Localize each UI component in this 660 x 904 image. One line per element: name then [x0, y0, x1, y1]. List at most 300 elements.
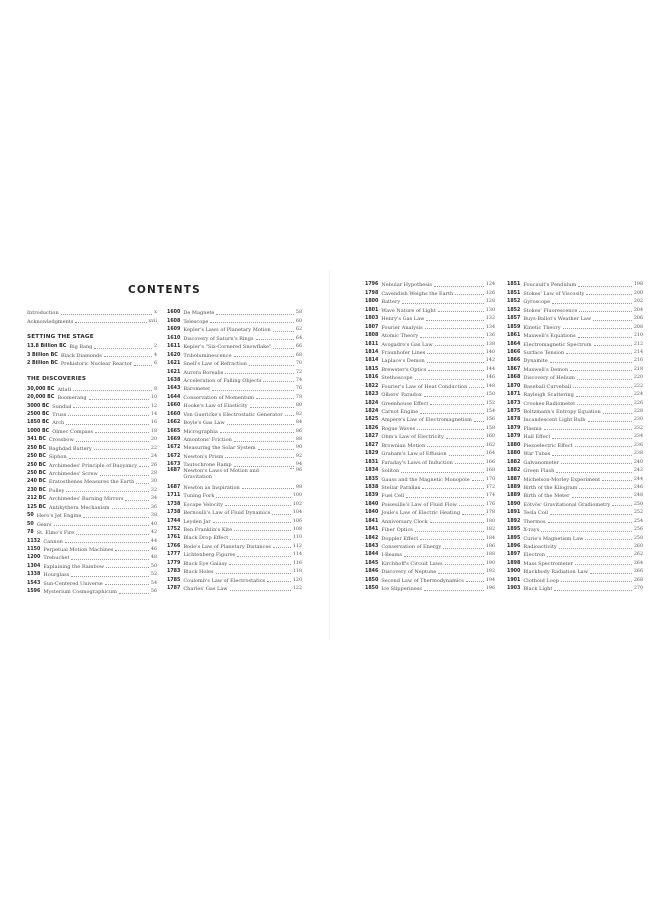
entry-title: Laplace's Demon	[381, 358, 425, 365]
toc-entry[interactable]	[27, 443, 157, 451]
toc-entry[interactable]	[27, 401, 157, 409]
toc-entry[interactable]	[27, 519, 157, 527]
toc-entry[interactable]	[365, 322, 495, 330]
toc-entry[interactable]	[507, 339, 643, 347]
toc-entry[interactable]	[507, 415, 643, 423]
entry-year: 1796	[365, 282, 379, 288]
entry-year: 1662	[167, 420, 181, 426]
toc-entry[interactable]	[507, 314, 643, 322]
toc-entry[interactable]	[365, 381, 495, 389]
toc-entry[interactable]	[365, 491, 495, 499]
entry-title: Clothoid Loop	[523, 577, 559, 584]
toc-entry[interactable]	[27, 578, 157, 586]
entry-title: Bode's Law of Planetary Distances	[183, 543, 271, 550]
entry-title: Crookes Radiometer	[523, 400, 576, 407]
entry-page-number: 34	[150, 496, 157, 502]
entry-title: Lichtenberg Figures	[183, 552, 236, 559]
entry-year: 1304	[27, 563, 41, 569]
toc-entry[interactable]	[365, 423, 495, 431]
dot-leader	[420, 337, 483, 338]
toc-entry[interactable]	[167, 359, 302, 367]
entry-title: Explaining the Rainbow	[43, 563, 104, 570]
toc-entry[interactable]	[167, 426, 302, 434]
entry-page-number: 170	[485, 476, 495, 482]
toc-entry[interactable]	[167, 525, 302, 533]
toc-entry[interactable]	[507, 491, 643, 499]
toc-entry[interactable]	[507, 508, 643, 516]
toc-entry[interactable]	[507, 474, 643, 482]
toc-entry[interactable]	[507, 440, 643, 448]
entry-title: Trebuchet	[43, 555, 70, 562]
toc-entry[interactable]	[365, 474, 495, 482]
entry-year: 1672	[167, 445, 181, 451]
toc-entry[interactable]	[507, 499, 643, 507]
entry-title: Von Guericke's Electrostatic Generator	[183, 411, 283, 418]
entry-page-number: 144	[485, 366, 495, 372]
entry-year: 1866	[507, 349, 521, 355]
toc-entry[interactable]	[27, 308, 157, 316]
toc-entry[interactable]	[167, 401, 302, 409]
entry-year: 1879	[507, 425, 521, 431]
entry-title: Boltzmann's Entropy Equation	[523, 409, 601, 415]
entry-title: Incandescent Light Bulb	[523, 417, 586, 424]
entry-title: Pulley	[48, 487, 65, 494]
dot-leader	[258, 449, 294, 450]
entry-year: 1827	[365, 434, 379, 440]
toc-entry[interactable]	[167, 533, 302, 541]
toc-entry[interactable]	[507, 483, 643, 491]
toc-entry[interactable]	[507, 381, 643, 389]
entry-year: 250 BC	[27, 454, 46, 460]
toc-entry[interactable]	[27, 545, 157, 553]
toc-entry[interactable]	[507, 567, 643, 575]
entry-title: Tesla Coil	[523, 510, 549, 517]
entry-year: 1738	[167, 501, 181, 507]
toc-entry[interactable]	[507, 322, 643, 330]
toc-entry[interactable]	[365, 373, 495, 381]
toc-entry[interactable]	[27, 359, 157, 367]
toc-entry[interactable]	[365, 398, 495, 406]
entry-title: Ampère's Law of Electromagnetism	[381, 417, 472, 424]
toc-entry[interactable]	[365, 356, 495, 364]
entry-year: 78	[27, 530, 34, 536]
dot-leader	[426, 320, 483, 321]
entry-title: Kinetic Theory	[523, 324, 561, 331]
dot-leader	[66, 424, 149, 425]
toc-entry[interactable]	[507, 390, 643, 398]
toc-entry[interactable]	[507, 449, 643, 457]
entry-year: 1711	[167, 493, 181, 499]
entry-year: 1825	[365, 417, 379, 423]
toc-entry[interactable]	[167, 491, 302, 499]
toc-entry[interactable]	[27, 469, 157, 477]
toc-entry[interactable]	[507, 550, 643, 558]
entry-page-number: 108	[292, 526, 302, 532]
toc-entry[interactable]	[27, 494, 157, 502]
entry-page-number: 22	[150, 445, 157, 451]
entry-title: Hourglass	[43, 572, 70, 579]
toc-entry[interactable]	[507, 542, 643, 550]
entry-year: 1814	[365, 349, 379, 355]
toc-entry[interactable]	[27, 528, 157, 536]
toc-entry[interactable]	[507, 407, 643, 415]
toc-entry[interactable]	[27, 587, 157, 595]
entry-year: 1779	[167, 560, 181, 566]
toc-entry[interactable]	[507, 423, 643, 431]
entry-year: 1878	[507, 417, 521, 423]
dot-leader	[119, 593, 149, 594]
toc-entry[interactable]	[365, 432, 495, 440]
toc-entry[interactable]	[507, 575, 643, 583]
entry-page-number: 182	[485, 527, 495, 533]
dot-leader	[69, 458, 149, 459]
entry-page-number: 236	[633, 442, 643, 448]
entry-year: 1875	[507, 409, 521, 414]
dot-leader	[445, 564, 484, 565]
entry-year: 1845	[365, 560, 379, 566]
entry-year: 1660	[167, 403, 181, 409]
toc-entry[interactable]	[27, 342, 157, 350]
entry-year: 1611	[167, 344, 181, 350]
entry-title: Atlatl	[57, 386, 72, 393]
dot-leader	[579, 311, 632, 312]
entry-page-number: 64	[295, 335, 302, 341]
entry-page-number: 50	[150, 563, 157, 569]
entry-page-number: 188	[485, 552, 495, 558]
toc-entry[interactable]	[27, 350, 157, 358]
toc-entry[interactable]	[167, 482, 302, 490]
toc-entry[interactable]	[27, 418, 157, 426]
toc-entry[interactable]	[167, 392, 302, 400]
entry-year: 1900	[507, 569, 521, 575]
toc-entry[interactable]	[507, 373, 643, 381]
entry-year: 1852	[507, 307, 521, 313]
entry-title: Rogue Waves	[381, 425, 416, 432]
toc-entry[interactable]	[27, 452, 157, 460]
dot-leader	[234, 441, 294, 442]
entry-title: Eötvös' Gravitational Gradiometry	[523, 501, 611, 508]
entry-page-number: 230	[633, 417, 643, 423]
toc-entry[interactable]	[365, 280, 495, 288]
toc-entry[interactable]	[365, 457, 495, 465]
entry-page-number: 90	[295, 445, 302, 451]
toc-entry[interactable]	[507, 525, 643, 533]
toc-entry[interactable]	[27, 502, 157, 510]
entry-page-number: 24	[150, 454, 157, 460]
entry-year: 1898	[507, 560, 521, 566]
dot-leader	[65, 542, 149, 543]
toc-entry[interactable]	[167, 409, 302, 417]
entry-page-number: 172	[485, 484, 495, 490]
toc-entry[interactable]	[507, 516, 643, 524]
entry-year: 1890	[507, 501, 521, 507]
toc-entry[interactable]	[507, 584, 643, 592]
toc-entry[interactable]	[365, 348, 495, 356]
toc-entry[interactable]	[167, 468, 302, 482]
dot-leader	[71, 576, 149, 577]
entry-page-number: 20	[150, 437, 157, 443]
entry-title: Electron	[523, 552, 545, 559]
toc-entry[interactable]	[27, 477, 157, 485]
toc-entry[interactable]	[27, 426, 157, 434]
toc-entry[interactable]	[365, 288, 495, 296]
dot-leader	[66, 491, 148, 492]
entry-title: Barometer	[183, 386, 211, 393]
toc-entry[interactable]	[365, 584, 495, 592]
entry-year: 13.8 Billion BC	[27, 344, 67, 350]
entry-title: Conservation of Momentum	[183, 394, 255, 401]
toc-entry[interactable]	[167, 325, 302, 333]
dot-leader	[125, 500, 148, 501]
entry-year: 1866	[507, 358, 521, 364]
toc-entry[interactable]	[167, 499, 302, 507]
toc-entry[interactable]	[507, 348, 643, 356]
entry-year: 1665	[167, 428, 181, 434]
entry-title: Newton's Laws of Motion and Gravitation	[183, 468, 259, 481]
entry-title: Battery	[381, 299, 401, 306]
toc-entry[interactable]	[27, 410, 157, 418]
discoveries-list-4	[507, 280, 643, 592]
toc-entry[interactable]	[365, 550, 495, 558]
dot-leader	[406, 497, 484, 498]
toc-entry[interactable]	[167, 584, 302, 592]
entry-page-number: 4	[153, 352, 157, 358]
toc-entry[interactable]	[27, 536, 157, 544]
toc-entry[interactable]	[167, 443, 302, 451]
toc-entry[interactable]	[167, 558, 302, 566]
entry-page-number: 106	[292, 518, 302, 524]
toc-entry[interactable]	[365, 558, 495, 566]
entry-title: Michelson-Morley Experiment	[523, 476, 601, 483]
dot-leader	[593, 320, 632, 321]
entry-page-number: 126	[485, 290, 495, 296]
toc-entry[interactable]	[507, 331, 643, 339]
toc-entry[interactable]	[365, 305, 495, 313]
entry-title: Bernoulli's Law of Fluid Dynamics	[183, 510, 271, 517]
dot-leader	[73, 407, 148, 408]
toc-entry[interactable]	[507, 288, 643, 296]
entry-year: 1851	[507, 290, 521, 296]
entry-page-number: 72	[295, 369, 302, 375]
toc-entry[interactable]	[365, 297, 495, 305]
dot-leader	[89, 399, 149, 400]
toc-entry[interactable]	[365, 415, 495, 423]
entry-page-number: 84	[295, 420, 302, 426]
toc-entry[interactable]	[507, 297, 643, 305]
toc-entry[interactable]	[27, 561, 157, 569]
entry-page-number: 118	[292, 569, 302, 575]
toc-entry[interactable]	[27, 316, 157, 324]
dot-leader	[401, 472, 484, 473]
entry-year: 1867	[507, 366, 521, 372]
entry-page-number: 30	[150, 479, 157, 485]
dot-leader	[290, 468, 294, 469]
entry-page-number: 250	[633, 501, 643, 507]
entry-page-number: 88	[295, 437, 302, 442]
entry-page-number: 266	[633, 569, 643, 575]
toc-entry[interactable]	[167, 384, 302, 392]
toc-entry[interactable]	[167, 541, 302, 549]
dot-leader	[552, 455, 632, 456]
entry-title: Radioactivity	[523, 544, 557, 550]
toc-entry[interactable]	[365, 542, 495, 550]
entry-title: Newton as Inspiration	[183, 484, 240, 491]
toc-entry[interactable]	[365, 567, 495, 575]
entry-page-number: 156	[485, 417, 495, 423]
toc-entry[interactable]	[507, 432, 643, 440]
toc-column-3	[365, 280, 495, 592]
toc-entry[interactable]	[365, 466, 495, 474]
entry-year: 1643	[167, 386, 181, 392]
entry-year: 1834	[365, 468, 379, 474]
toc-entry[interactable]	[27, 393, 157, 401]
toc-entry[interactable]	[27, 485, 157, 493]
dot-leader	[94, 449, 149, 450]
toc-entry[interactable]	[167, 333, 302, 341]
toc-entry[interactable]	[167, 376, 302, 384]
toc-entry[interactable]	[365, 449, 495, 457]
entry-title: Archimedes' Burning Mirrors	[48, 496, 124, 503]
entry-year: 1783	[167, 569, 181, 575]
entry-page-number: 56	[150, 589, 157, 595]
toc-entry[interactable]	[507, 398, 643, 406]
toc-entry[interactable]	[167, 308, 302, 316]
dot-leader	[263, 381, 293, 382]
toc-entry[interactable]	[167, 575, 302, 583]
entry-page-number: 38	[150, 513, 157, 519]
entry-year: 1620	[167, 352, 181, 358]
entry-page-number: 76	[295, 386, 302, 392]
toc-entry[interactable]	[167, 516, 302, 524]
entry-title: Mysterium Cosmographicum	[43, 589, 117, 596]
toc-entry[interactable]	[167, 367, 302, 375]
entry-year: 1609	[167, 327, 181, 333]
entry-page-number: 44	[150, 538, 157, 544]
entry-year: 1870	[507, 383, 521, 389]
entry-year: 1895	[507, 535, 521, 541]
entry-page-number: 36	[150, 504, 157, 510]
entry-page-number: 148	[485, 383, 495, 389]
dot-leader	[95, 432, 149, 433]
entry-page-number: 166	[485, 459, 495, 465]
entry-page-number: 270	[633, 586, 643, 592]
toc-entry[interactable]	[507, 558, 643, 566]
toc-entry[interactable]	[27, 570, 157, 578]
toc-entry[interactable]	[365, 525, 495, 533]
toc-entry[interactable]	[507, 364, 643, 372]
toc-entry[interactable]	[365, 364, 495, 372]
dot-leader	[554, 590, 631, 591]
toc-entry[interactable]	[365, 440, 495, 448]
dot-leader	[585, 539, 631, 540]
dot-leader	[134, 365, 152, 366]
toc-entry[interactable]	[27, 511, 157, 519]
dot-leader	[455, 463, 484, 464]
toc-entry[interactable]	[167, 460, 302, 468]
toc-entry[interactable]	[507, 533, 643, 541]
dot-leader	[603, 413, 632, 414]
entry-page-number: 220	[633, 375, 643, 381]
toc-entry[interactable]	[167, 508, 302, 516]
toc-entry[interactable]	[27, 460, 157, 468]
dot-leader	[249, 365, 294, 366]
toc-entry[interactable]	[167, 550, 302, 558]
entry-year: 1842	[365, 535, 379, 541]
entry-title: Stokes' Fluorescence	[523, 307, 578, 314]
entry-page-number: 222	[633, 383, 643, 389]
toc-entry[interactable]	[365, 516, 495, 524]
toc-entry[interactable]	[507, 280, 643, 288]
entry-page-number: 98	[295, 484, 302, 490]
toc-entry[interactable]	[507, 457, 643, 465]
toc-entry[interactable]	[167, 418, 302, 426]
entry-year: 1816	[365, 375, 379, 381]
toc-entry[interactable]	[365, 533, 495, 541]
toc-entry[interactable]	[365, 314, 495, 322]
entry-page-number: 238	[633, 451, 643, 457]
entry-page-number: 96	[295, 468, 302, 474]
toc-entry[interactable]	[365, 575, 495, 583]
toc-entry[interactable]	[27, 435, 157, 443]
entry-page-number: 246	[633, 484, 643, 490]
entry-page-number: 124	[485, 282, 495, 288]
entry-year: 3 Billion BC	[27, 352, 58, 358]
entry-page-number: 136	[485, 333, 495, 339]
toc-entry[interactable]	[365, 508, 495, 516]
toc-entry[interactable]	[167, 350, 302, 358]
entry-year: 1610	[167, 335, 181, 341]
toc-entry[interactable]	[365, 483, 495, 491]
entry-year: 1808	[365, 333, 379, 339]
dot-leader	[576, 396, 632, 397]
entry-page-number: 152	[485, 400, 495, 406]
toc-entry[interactable]	[365, 499, 495, 507]
entry-year: 125 BC	[27, 504, 46, 510]
toc-entry[interactable]	[167, 316, 302, 324]
entry-title: Foucault's Pendulum	[523, 282, 577, 289]
toc-entry[interactable]	[167, 567, 302, 575]
toc-entry[interactable]	[365, 331, 495, 339]
toc-entry[interactable]	[365, 390, 495, 398]
entry-page-number: 74	[295, 377, 302, 383]
toc-column-1	[27, 308, 157, 595]
toc-entry[interactable]	[167, 451, 302, 459]
dot-leader	[547, 556, 632, 557]
dot-leader	[220, 432, 294, 433]
toc-entry[interactable]	[507, 356, 643, 364]
toc-entry[interactable]	[167, 435, 302, 443]
entry-title: Dynamite	[523, 358, 548, 365]
toc-entry[interactable]	[27, 384, 157, 392]
entry-title: Galvanometer	[523, 459, 560, 466]
entry-title: Aurora Borealis	[183, 369, 224, 376]
toc-entry[interactable]	[167, 342, 302, 350]
entry-page-number: 178	[485, 510, 495, 516]
entry-page-number: 226	[633, 400, 643, 406]
toc-entry[interactable]	[365, 339, 495, 347]
entry-page-number: 196	[485, 586, 495, 592]
toc-entry[interactable]	[507, 305, 643, 313]
toc-entry[interactable]	[365, 407, 495, 415]
toc-entry[interactable]	[27, 553, 157, 561]
toc-entry[interactable]	[507, 466, 643, 474]
entry-year: 1880	[507, 442, 521, 448]
entry-year: 1871	[507, 392, 521, 398]
entry-page-number: 208	[633, 324, 643, 330]
entry-page-number: 92	[295, 453, 302, 459]
entry-year: 1901	[507, 577, 521, 583]
entry-title: Ice Slipperiness	[381, 586, 422, 593]
